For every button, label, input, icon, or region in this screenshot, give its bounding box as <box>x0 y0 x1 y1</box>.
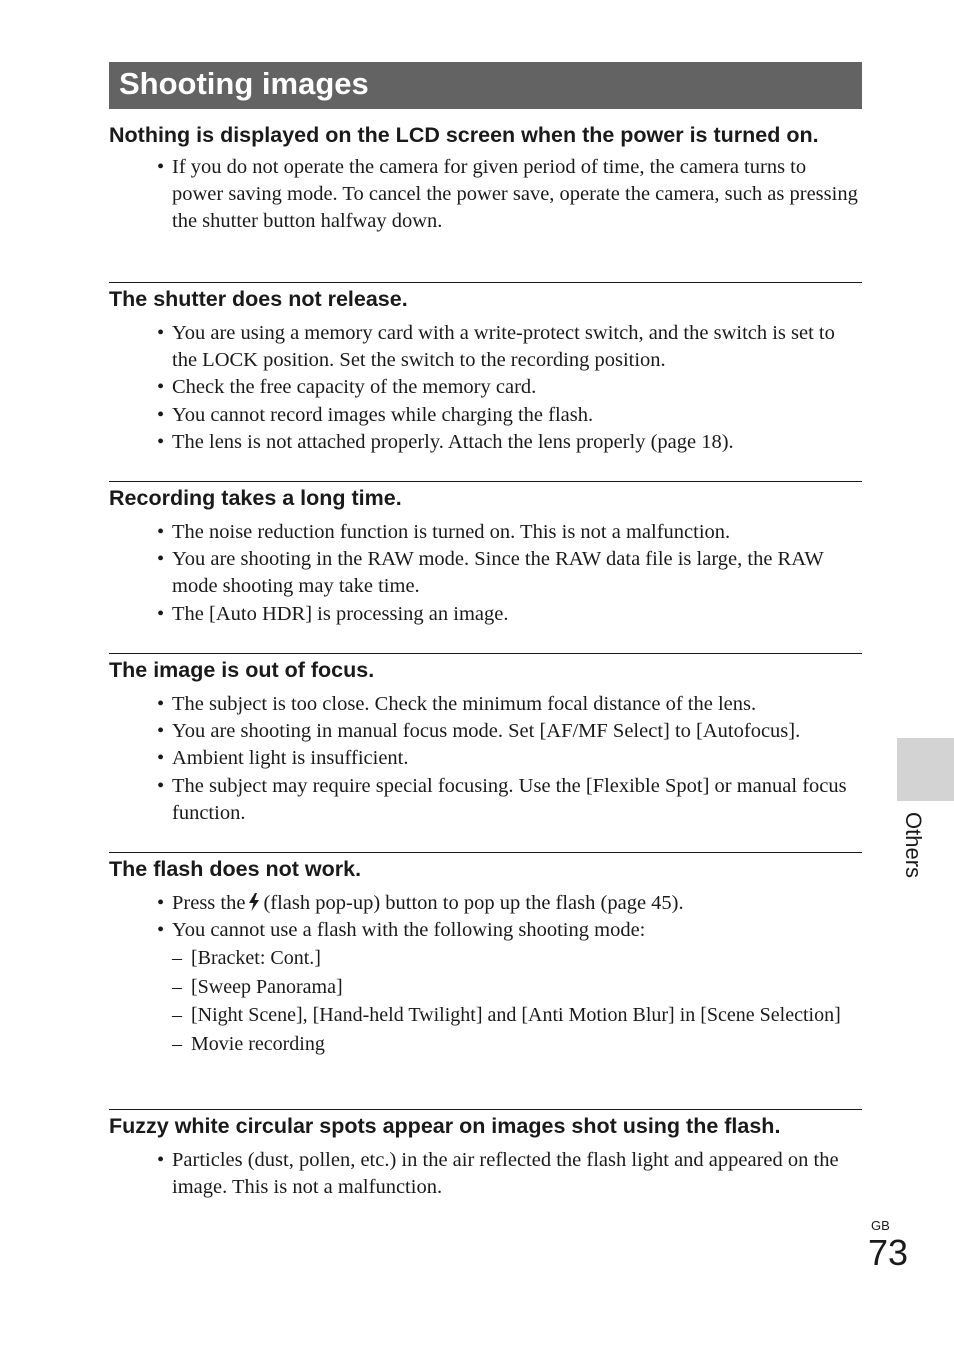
section-heading: Fuzzy white circular spots appear on images shot using the flash. <box>109 1114 781 1138</box>
section-fuzzy-spots <box>109 1109 862 1201</box>
list-item: • The subject may require special focusing. Use the [Flexible Spot] or manual focus function. <box>157 774 847 824</box>
section-flash <box>109 852 862 1059</box>
list-item: • The [Auto HDR] is processing an image. <box>157 602 509 625</box>
bullet-list <box>109 154 862 236</box>
sub-item: – [Bracket: Cont.] <box>172 947 321 970</box>
list-item: • You are using a memory card with a write-protect switch, and the switch is set to the LOCK position. Set the switch to the recording position. <box>157 322 835 372</box>
section-shutter <box>109 282 862 456</box>
flash-popup-icon <box>247 893 261 911</box>
list-item: • You cannot use a flash with the following shooting mode: <box>157 919 646 942</box>
sub-item: – Movie recording <box>172 1032 325 1055</box>
section-recording-slow <box>109 481 862 628</box>
list-item: • If you do not operate the camera for given period of time, the camera turns to power saving mode. To cancel the power save, operate the camera, such as pressing the shutter button halfway down. <box>157 156 858 233</box>
section-heading: Recording takes a long time. <box>109 486 402 510</box>
page-number: 73 <box>868 1232 909 1273</box>
section-heading: Nothing is displayed on the LCD screen when the power is turned on. <box>109 123 819 147</box>
list-item: • The subject is too close. Check the minimum focal distance of the lens. <box>157 693 757 715</box>
region-code: GB <box>871 1218 890 1233</box>
list-item: • You cannot record images while charging the flash. <box>157 403 594 426</box>
bullet-list <box>109 1147 862 1201</box>
section-heading: The image is out of focus. <box>109 658 375 682</box>
sub-item: – [Night Scene], [Hand-held Twilight] and [Anti Motion Blur] in [Scene Selection] <box>172 1004 841 1027</box>
bullet-list <box>109 890 862 944</box>
section-heading: The shutter does not release. <box>109 287 408 311</box>
side-tab-marker <box>897 738 954 801</box>
list-item: • Particles (dust, pollen, etc.) in the air reflected the flash light and appeared on the image. This is not a malfunction. <box>157 1149 839 1199</box>
list-item: • Press the (flash pop-up) button to pop up the flash (page 45). <box>157 892 684 914</box>
side-tab-label: Others <box>901 812 926 879</box>
section-lcd-blank <box>109 124 862 236</box>
list-item: • You are shooting in the RAW mode. Since the RAW data file is large, the RAW mode shooting may take time. <box>157 548 824 598</box>
section-heading: The flash does not work. <box>109 857 362 881</box>
sub-item: – [Sweep Panorama] <box>172 975 343 998</box>
bullet-list <box>109 519 862 628</box>
list-item: • The lens is not attached properly. Attach the lens properly (page 18). <box>157 430 734 453</box>
list-item: • You are shooting in manual focus mode. Set [AF/MF Select] to [Autofocus]. <box>157 720 801 743</box>
page-title-bar <box>109 62 862 109</box>
page-title: Shooting images <box>119 66 369 101</box>
bullet-list <box>109 320 862 456</box>
list-item: • The noise reduction function is turned on. This is not a malfunction. <box>157 521 731 543</box>
sub-list <box>109 945 862 1058</box>
list-item: • Check the free capacity of the memory card. <box>157 376 537 399</box>
bullet-list <box>109 691 862 827</box>
list-item: • Ambient light is insufficient. <box>157 747 409 770</box>
section-out-of-focus <box>109 653 862 827</box>
